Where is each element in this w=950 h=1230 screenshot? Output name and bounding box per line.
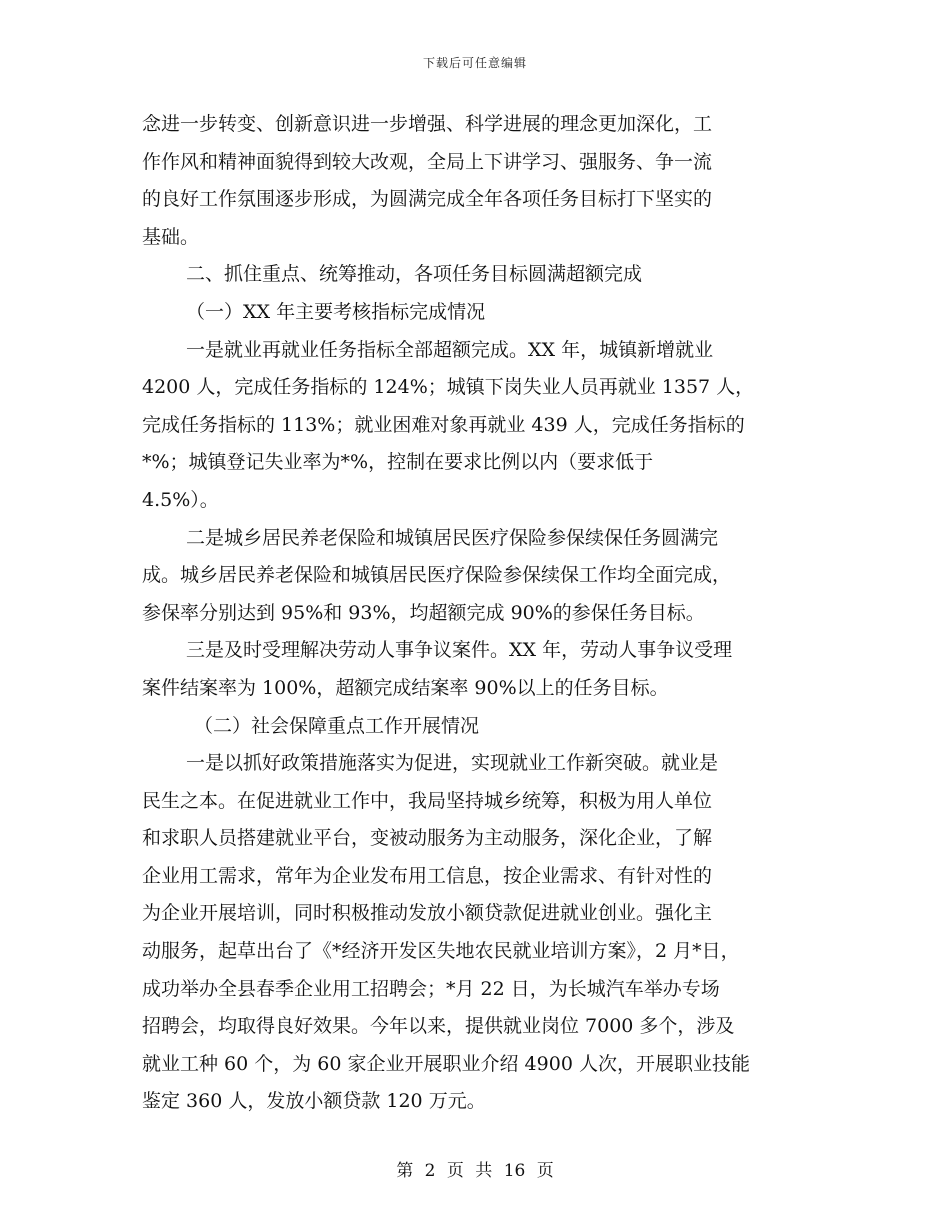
- text-line: 就业工种 60 个，为 60 家企业开展职业介绍 4900 人次，开展职业技能: [142, 1052, 750, 1075]
- document-body: [142, 106, 810, 1121]
- text-line: 一是以抓好政策措施落实为促进，实现就业工作新突破。就业是: [186, 752, 719, 775]
- text-line: 参保率分别达到 95%和 93%，均超额完成 90%的参保任务目标。: [142, 601, 705, 624]
- text-line: 一是就业再就业任务指标全部超额完成。XX 年，城镇新增就业: [186, 338, 714, 361]
- page-number: 第 2 页 共 16 页: [396, 1161, 554, 1181]
- text-line: 成。城乡居民养老保险和城镇居民医疗保险参保续保工作均全面完成，: [142, 564, 732, 587]
- text-line: 为企业开展培训，同时积极推动发放小额贷款促进就业创业。强化主: [142, 902, 713, 925]
- text-line: 招聘会，均取得良好效果。今年以来，提供就业岗位 7000 多个，涉及: [142, 1015, 735, 1038]
- page-header: 下载后可任意编辑: [422, 56, 527, 70]
- text-line: 鉴定 360 人，发放小额贷款 120 万元。: [142, 1090, 486, 1113]
- text-line: 完成任务指标的 113%；就业困难对象再就业 439 人，完成任务指标的: [142, 413, 745, 436]
- text-line: 和求职人员搭建就业平台，变被动服务为主动服务，深化企业，了解: [142, 827, 713, 850]
- text-line: 基础。: [142, 225, 200, 248]
- text-line: 民生之本。在促进就业工作中，我局坚持城乡统筹，积极为用人单位: [142, 789, 713, 812]
- text-line: 作作风和精神面貌得到较大改观，全局上下讲学习、强服务、争一流: [142, 150, 713, 173]
- text-line: 二、抓住重点、统筹推动，各项任务目标圆满超额完成: [186, 263, 643, 286]
- text-line: 成功举办全县春季企业用工招聘会；*月 22 日，为长城汽车举办专场: [142, 977, 720, 1000]
- text-line: 企业用工需求，常年为企业发布用工信息，按企业需求、有针对性的: [142, 864, 713, 887]
- text-line: 的良好工作氛围逐步形成，为圆满完成全年各项任务目标打下坚实的: [142, 188, 713, 211]
- text-line: 动服务，起草出台了《*经济开发区失地农民就业培训方案》，2 月*日，: [142, 940, 740, 963]
- text-line: 4200 人，完成任务指标的 124%；城镇下岗失业人员再就业 1357 人，: [142, 376, 755, 399]
- text-line: （一）XX 年主要考核指标完成情况: [186, 300, 486, 323]
- text-line: 二是城乡居民养老保险和城镇居民医疗保险参保续保任务圆满完: [186, 526, 719, 549]
- text-line: 案件结案率为 100%，超额完成结案率 90%以上的任务目标。: [142, 676, 669, 699]
- text-line: （二）社会保障重点工作开展情况: [194, 714, 480, 737]
- text-line: 4.5%）。: [142, 488, 219, 511]
- text-line: 念进一步转变、创新意识进一步增强、科学进展的理念更加深化，工: [142, 113, 713, 135]
- text-line: 三是及时受理解决劳动人事争议案件。XX 年，劳动人事争议受理: [186, 639, 733, 662]
- text-line: *%；城镇登记失业率为*%，控制在要求比例以内（要求低于: [142, 451, 654, 474]
